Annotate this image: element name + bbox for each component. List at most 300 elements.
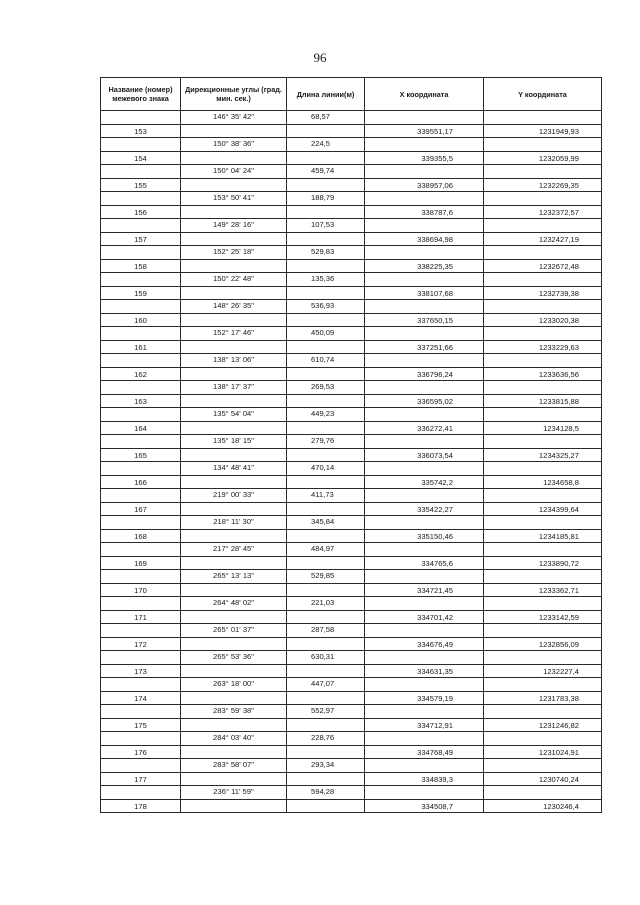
length-cell: 228,76	[287, 732, 365, 746]
angle-cell: 283° 58' 07"	[181, 759, 287, 773]
length-cell	[287, 259, 365, 273]
x-coordinate-cell: 338957,06	[365, 178, 484, 192]
x-coordinate-cell: 338694,98	[365, 232, 484, 246]
angle-cell: 152° 17' 46"	[181, 327, 287, 341]
y-cell	[484, 678, 602, 692]
point-row	[101, 583, 602, 597]
angle-cell: 219° 00' 33"	[181, 489, 287, 503]
point-name-cell: 173	[101, 664, 181, 678]
angle-cell: 265° 13' 13"	[181, 570, 287, 584]
y-cell	[484, 570, 602, 584]
length-cell	[287, 745, 365, 759]
name-cell	[101, 408, 181, 422]
point-row	[101, 367, 602, 381]
point-row	[101, 502, 602, 516]
name-cell	[101, 624, 181, 638]
length-cell	[287, 691, 365, 705]
y-coordinate-cell: 1231246,82	[484, 718, 602, 732]
x-coordinate-cell: 335150,46	[365, 529, 484, 543]
segment-row	[101, 192, 602, 206]
y-cell	[484, 165, 602, 179]
name-cell	[101, 651, 181, 665]
angle-cell	[181, 799, 287, 813]
x-coordinate-cell: 334712,91	[365, 718, 484, 732]
x-cell	[365, 489, 484, 503]
angle-cell: 138° 13' 06"	[181, 354, 287, 368]
name-cell	[101, 300, 181, 314]
point-name-cell: 163	[101, 394, 181, 408]
x-cell	[365, 786, 484, 800]
point-name-cell: 169	[101, 556, 181, 570]
point-name-cell: 178	[101, 799, 181, 813]
y-cell	[484, 408, 602, 422]
x-coordinate-cell: 334768,49	[365, 745, 484, 759]
point-name-cell: 176	[101, 745, 181, 759]
angle-cell: 152° 25' 18"	[181, 246, 287, 260]
y-coordinate-cell: 1233362,71	[484, 583, 602, 597]
y-cell	[484, 543, 602, 557]
angle-cell	[181, 340, 287, 354]
length-cell	[287, 178, 365, 192]
angle-cell	[181, 448, 287, 462]
angle-cell	[181, 583, 287, 597]
y-cell	[484, 435, 602, 449]
x-cell	[365, 381, 484, 395]
x-coordinate-cell: 334839,3	[365, 772, 484, 786]
y-coordinate-cell: 1232672,48	[484, 259, 602, 273]
length-cell: 279,76	[287, 435, 365, 449]
length-cell: 188,79	[287, 192, 365, 206]
point-row	[101, 394, 602, 408]
point-name-cell: 175	[101, 718, 181, 732]
length-cell: 630,31	[287, 651, 365, 665]
point-row	[101, 205, 602, 219]
length-cell	[287, 313, 365, 327]
point-name-cell: 155	[101, 178, 181, 192]
angle-cell: 265° 53' 36"	[181, 651, 287, 665]
name-cell	[101, 543, 181, 557]
x-coordinate-cell: 334701,42	[365, 610, 484, 624]
point-row	[101, 313, 602, 327]
name-cell	[101, 705, 181, 719]
segment-row	[101, 732, 602, 746]
header-angle: Дирекционные углы (град. мин. сек.)	[181, 78, 287, 111]
length-cell: 529,85	[287, 570, 365, 584]
length-cell	[287, 421, 365, 435]
length-cell: 610,74	[287, 354, 365, 368]
name-cell	[101, 462, 181, 476]
x-cell	[365, 570, 484, 584]
name-cell	[101, 111, 181, 125]
segment-row	[101, 462, 602, 476]
length-cell: 287,58	[287, 624, 365, 638]
name-cell	[101, 786, 181, 800]
point-name-cell: 159	[101, 286, 181, 300]
x-cell	[365, 273, 484, 287]
length-cell	[287, 799, 365, 813]
point-name-cell: 158	[101, 259, 181, 273]
length-cell	[287, 772, 365, 786]
name-cell	[101, 732, 181, 746]
x-cell	[365, 759, 484, 773]
x-cell	[365, 192, 484, 206]
segment-row	[101, 543, 602, 557]
name-cell	[101, 516, 181, 530]
angle-cell: 150° 38' 36"	[181, 138, 287, 152]
x-cell	[365, 462, 484, 476]
segment-row	[101, 246, 602, 260]
name-cell	[101, 327, 181, 341]
length-cell: 107,53	[287, 219, 365, 233]
x-coordinate-cell: 339551,17	[365, 124, 484, 138]
angle-cell	[181, 664, 287, 678]
angle-cell	[181, 394, 287, 408]
length-cell: 345,84	[287, 516, 365, 530]
segment-row	[101, 219, 602, 233]
x-cell	[365, 732, 484, 746]
angle-cell	[181, 259, 287, 273]
y-coordinate-cell: 1234658,8	[484, 475, 602, 489]
y-cell	[484, 651, 602, 665]
angle-cell: 218° 11' 30"	[181, 516, 287, 530]
point-row	[101, 232, 602, 246]
length-cell	[287, 367, 365, 381]
angle-cell	[181, 718, 287, 732]
length-cell	[287, 610, 365, 624]
point-name-cell: 172	[101, 637, 181, 651]
y-coordinate-cell: 1232227,4	[484, 664, 602, 678]
length-cell	[287, 502, 365, 516]
y-coordinate-cell: 1232372,57	[484, 205, 602, 219]
y-coordinate-cell: 1234325,27	[484, 448, 602, 462]
y-coordinate-cell: 1234399,64	[484, 502, 602, 516]
y-coordinate-cell: 1234185,81	[484, 529, 602, 543]
page-number: 96	[313, 50, 327, 65]
x-coordinate-cell: 334508,7	[365, 799, 484, 813]
angle-cell: 150° 22' 48"	[181, 273, 287, 287]
angle-cell: 284° 03' 40"	[181, 732, 287, 746]
point-name-cell: 168	[101, 529, 181, 543]
name-cell	[101, 354, 181, 368]
point-row	[101, 286, 602, 300]
length-cell	[287, 475, 365, 489]
y-coordinate-cell: 1233142,59	[484, 610, 602, 624]
x-coordinate-cell: 336595,02	[365, 394, 484, 408]
length-cell	[287, 124, 365, 138]
length-cell: 552,97	[287, 705, 365, 719]
x-cell	[365, 543, 484, 557]
length-cell: 221,03	[287, 597, 365, 611]
x-cell	[365, 435, 484, 449]
angle-cell	[181, 286, 287, 300]
x-cell	[365, 327, 484, 341]
length-cell: 459,74	[287, 165, 365, 179]
y-coordinate-cell: 1233815,88	[484, 394, 602, 408]
point-row	[101, 340, 602, 354]
point-row	[101, 421, 602, 435]
angle-cell: 138° 17' 37"	[181, 381, 287, 395]
name-cell	[101, 381, 181, 395]
length-cell	[287, 583, 365, 597]
name-cell	[101, 273, 181, 287]
y-cell	[484, 597, 602, 611]
point-row	[101, 259, 602, 273]
point-name-cell: 174	[101, 691, 181, 705]
length-cell: 293,34	[287, 759, 365, 773]
name-cell	[101, 489, 181, 503]
y-cell	[484, 462, 602, 476]
y-cell	[484, 354, 602, 368]
segment-row	[101, 624, 602, 638]
point-row	[101, 529, 602, 543]
segment-row	[101, 786, 602, 800]
y-cell	[484, 138, 602, 152]
angle-cell	[181, 502, 287, 516]
x-coordinate-cell: 334721,45	[365, 583, 484, 597]
x-coordinate-cell: 334579,19	[365, 691, 484, 705]
angle-cell: 135° 54' 04"	[181, 408, 287, 422]
point-name-cell: 166	[101, 475, 181, 489]
x-coordinate-cell: 337251,66	[365, 340, 484, 354]
point-name-cell: 160	[101, 313, 181, 327]
length-cell	[287, 556, 365, 570]
point-name-cell: 164	[101, 421, 181, 435]
point-name-cell: 153	[101, 124, 181, 138]
y-coordinate-cell: 1232856,09	[484, 637, 602, 651]
point-name-cell: 156	[101, 205, 181, 219]
y-coordinate-cell: 1233020,38	[484, 313, 602, 327]
header-name: Название (номер) межевого знака	[101, 78, 181, 111]
segment-row	[101, 678, 602, 692]
header-x: X координата	[365, 78, 484, 111]
segment-row	[101, 300, 602, 314]
name-cell	[101, 138, 181, 152]
x-coordinate-cell: 338107,68	[365, 286, 484, 300]
point-name-cell: 170	[101, 583, 181, 597]
length-cell	[287, 205, 365, 219]
y-coordinate-cell: 1231024,91	[484, 745, 602, 759]
point-name-cell: 157	[101, 232, 181, 246]
y-cell	[484, 273, 602, 287]
length-cell: 450,09	[287, 327, 365, 341]
angle-cell	[181, 556, 287, 570]
x-coordinate-cell: 335742,2	[365, 475, 484, 489]
length-cell	[287, 340, 365, 354]
header-y: Y координата	[484, 78, 602, 111]
name-cell	[101, 192, 181, 206]
angle-cell	[181, 772, 287, 786]
segment-row	[101, 381, 602, 395]
angle-cell	[181, 745, 287, 759]
length-cell: 224,5	[287, 138, 365, 152]
length-cell: 470,14	[287, 462, 365, 476]
name-cell	[101, 597, 181, 611]
y-coordinate-cell: 1230246,4	[484, 799, 602, 813]
length-cell	[287, 232, 365, 246]
y-cell	[484, 246, 602, 260]
segment-row	[101, 651, 602, 665]
segment-row	[101, 111, 602, 125]
length-cell: 529,83	[287, 246, 365, 260]
angle-cell: 134° 48' 41"	[181, 462, 287, 476]
segment-row	[101, 138, 602, 152]
angle-cell	[181, 529, 287, 543]
x-cell	[365, 300, 484, 314]
name-cell	[101, 219, 181, 233]
angle-cell	[181, 313, 287, 327]
length-cell: 536,93	[287, 300, 365, 314]
point-row	[101, 718, 602, 732]
point-name-cell: 162	[101, 367, 181, 381]
angle-cell: 146° 35' 42"	[181, 111, 287, 125]
point-name-cell: 154	[101, 151, 181, 165]
header-length: Длина линии(м)	[287, 78, 365, 111]
table-body	[101, 111, 602, 813]
x-cell	[365, 111, 484, 125]
angle-cell: 263° 18' 00"	[181, 678, 287, 692]
length-cell: 411,73	[287, 489, 365, 503]
y-cell	[484, 759, 602, 773]
length-cell: 447,07	[287, 678, 365, 692]
segment-row	[101, 570, 602, 584]
x-cell	[365, 516, 484, 530]
length-cell	[287, 637, 365, 651]
segment-row	[101, 435, 602, 449]
y-coordinate-cell: 1233636,56	[484, 367, 602, 381]
y-cell	[484, 327, 602, 341]
angle-cell: 236° 11' 59"	[181, 786, 287, 800]
y-cell	[484, 624, 602, 638]
length-cell	[287, 529, 365, 543]
length-cell	[287, 718, 365, 732]
angle-cell	[181, 475, 287, 489]
y-cell	[484, 786, 602, 800]
x-coordinate-cell: 334631,35	[365, 664, 484, 678]
x-cell	[365, 705, 484, 719]
length-cell	[287, 448, 365, 462]
segment-row	[101, 705, 602, 719]
angle-cell	[181, 151, 287, 165]
segment-row	[101, 759, 602, 773]
segment-row	[101, 597, 602, 611]
x-cell	[365, 624, 484, 638]
length-cell	[287, 151, 365, 165]
point-row	[101, 745, 602, 759]
point-row	[101, 637, 602, 651]
length-cell: 594,28	[287, 786, 365, 800]
angle-cell: 148° 26' 35"	[181, 300, 287, 314]
x-cell	[365, 246, 484, 260]
angle-cell: 264° 48' 02"	[181, 597, 287, 611]
segment-row	[101, 273, 602, 287]
x-cell	[365, 651, 484, 665]
boundary-coordinates-table	[100, 77, 602, 813]
y-coordinate-cell: 1231949,93	[484, 124, 602, 138]
table-header-row	[101, 78, 602, 111]
x-coordinate-cell: 334676,49	[365, 637, 484, 651]
name-cell	[101, 570, 181, 584]
point-row	[101, 664, 602, 678]
y-coordinate-cell: 1232059,99	[484, 151, 602, 165]
x-coordinate-cell: 334765,6	[365, 556, 484, 570]
point-row	[101, 799, 602, 813]
y-cell	[484, 219, 602, 233]
angle-cell: 265° 01' 37"	[181, 624, 287, 638]
x-cell	[365, 138, 484, 152]
angle-cell	[181, 610, 287, 624]
point-row	[101, 151, 602, 165]
segment-row	[101, 516, 602, 530]
segment-row	[101, 489, 602, 503]
x-cell	[365, 597, 484, 611]
segment-row	[101, 327, 602, 341]
point-row	[101, 610, 602, 624]
angle-cell	[181, 178, 287, 192]
angle-cell: 150° 04' 24"	[181, 165, 287, 179]
y-coordinate-cell: 1232427,19	[484, 232, 602, 246]
angle-cell: 217° 28' 45"	[181, 543, 287, 557]
x-coordinate-cell: 335422,27	[365, 502, 484, 516]
x-coordinate-cell: 338787,6	[365, 205, 484, 219]
length-cell: 449,23	[287, 408, 365, 422]
x-cell	[365, 219, 484, 233]
point-row	[101, 772, 602, 786]
angle-cell	[181, 124, 287, 138]
length-cell	[287, 664, 365, 678]
y-cell	[484, 516, 602, 530]
length-cell: 484,97	[287, 543, 365, 557]
y-coordinate-cell: 1232739,38	[484, 286, 602, 300]
length-cell	[287, 394, 365, 408]
x-coordinate-cell: 337650,15	[365, 313, 484, 327]
angle-cell	[181, 367, 287, 381]
y-coordinate-cell: 1232269,35	[484, 178, 602, 192]
point-row	[101, 691, 602, 705]
angle-cell: 283° 59' 38"	[181, 705, 287, 719]
y-cell	[484, 489, 602, 503]
name-cell	[101, 759, 181, 773]
point-name-cell: 165	[101, 448, 181, 462]
y-cell	[484, 300, 602, 314]
y-coordinate-cell: 1233229,63	[484, 340, 602, 354]
length-cell: 269,53	[287, 381, 365, 395]
x-cell	[365, 678, 484, 692]
segment-row	[101, 354, 602, 368]
y-cell	[484, 705, 602, 719]
x-coordinate-cell: 339355,5	[365, 151, 484, 165]
name-cell	[101, 435, 181, 449]
angle-cell: 153° 50' 41"	[181, 192, 287, 206]
y-cell	[484, 192, 602, 206]
angle-cell	[181, 421, 287, 435]
y-coordinate-cell: 1231783,38	[484, 691, 602, 705]
y-cell	[484, 732, 602, 746]
angle-cell	[181, 691, 287, 705]
segment-row	[101, 165, 602, 179]
point-row	[101, 178, 602, 192]
name-cell	[101, 678, 181, 692]
x-coordinate-cell: 336073,54	[365, 448, 484, 462]
point-row	[101, 448, 602, 462]
point-row	[101, 556, 602, 570]
name-cell	[101, 165, 181, 179]
x-cell	[365, 408, 484, 422]
y-cell	[484, 381, 602, 395]
y-coordinate-cell: 1233890,72	[484, 556, 602, 570]
length-cell: 68,57	[287, 111, 365, 125]
x-coordinate-cell: 336796,24	[365, 367, 484, 381]
point-name-cell: 161	[101, 340, 181, 354]
